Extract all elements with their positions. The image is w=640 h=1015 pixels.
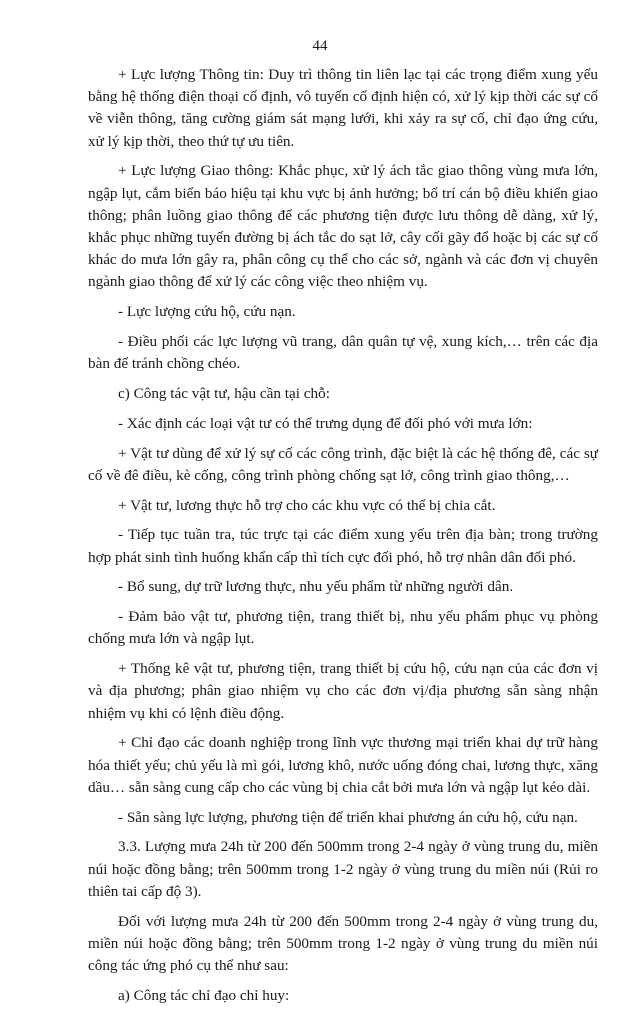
paragraph: - Lực lượng cứu hộ, cứu nạn. [118,303,296,321]
paragraph: - Sẵn sàng lực lượng, phương tiện để triển khai phương án cứu hộ, cứu nạn. [118,808,578,826]
paragraph: - Điều phối các lực lượng vũ trang, dân quân tự vệ, xung kích,… trên các địa bàn để tránh chồng chéo. [88,333,598,373]
document-body [88,64,598,1015]
paragraph: Đối với lượng mưa 24h từ 200 đến 500mm trong 2-4 ngày ở vùng trung du, miền núi hoặc đồng bằng; trên 500mm trong 1-2 ngày ở vùng trung du miền núi công tác ứng phó cụ thể như sau: [88,912,598,975]
paragraph: - Đảm bảo vật tư, phương tiện, trang thiết bị, nhu yếu phẩm phục vụ phòng chống mưa lớn và ngập lụt. [88,608,598,648]
paragraph: - Bổ sung, dự trữ lương thực, nhu yếu phẩm từ những người dân. [118,578,514,596]
paragraph: + Thống kê vật tư, phương tiện, trang thiết bị cứu hộ, cứu nạn của các đơn vị và địa phương; phân giao nhiệm vụ cho các đơn vị/địa phương sẵn sàng nhận nhiệm vụ khi có lệnh điều động. [88,660,598,722]
paragraph: - Xác định các loại vật tư có thể trưng dụng để đối phó với mưa lớn: [118,414,533,432]
paragraph: 3.3. Lượng mưa 24h từ 200 đến 500mm trong 2-4 ngày ở vùng trung du, miền núi hoặc đồng bằng; trên 500mm trong 1-2 ngày ở vùng trung du miền núi (Rủi ro thiên tai cấp độ 3). [88,838,598,900]
paragraph: a) Công tác chỉ đạo chỉ huy: [118,986,290,1004]
paragraph: + Vật tư dùng để xử lý sự cố các công trình, đặc biệt là các hệ thống đê, các sự cố về đê điều, kè cống, công trình phòng chống sạt lở, công trình giao thông,… [88,444,598,484]
page-number: 44 [312,38,328,54]
paragraph: c) Công tác vật tư, hậu cần tại chỗ: [118,385,330,403]
paragraph: + Lực lượng Thông tin: Duy trì thông tin liên lạc tại các trọng điểm xung yếu bằng hệ thống điện thoại cố định, vô tuyến cố định hiện có, xử lý kịp thời các sự cố về viễn thông, tăng cường giám sát mạng lưới, khi xảy ra sự cố, chỉ đạo ứng cứu, xử lý kịp thời, theo thứ tự ưu tiên. [88,66,598,150]
paragraph: + Chỉ đạo các doanh nghiệp trong lĩnh vực thương mại triển khai dự trữ hàng hóa thiết yếu; chủ yếu là mì gói, lương khô, nước uống đóng chai, lương thực, xăng dầu… sẵn sàng cung cấp cho các vùng bị chia cắt bởi mưa lớn và ngập lụt kéo dài. [88,734,598,796]
paragraph: + Vật tư, lương thực hỗ trợ cho các khu vực có thể bị chia cắt. [118,496,496,514]
paragraph: + Lực lượng Giao thông: Khắc phục, xử lý ách tắc giao thông vùng mưa lớn, ngập lụt, cắm biển báo hiệu tại khu vực bị ảnh hưởng; bố trí cán bộ điều khiển giao thông; phân luồng giao thông để các phương tiện được lưu thông dễ dàng, xử lý, khắc phục những tuyến đường bị ách tắc do sạt lở, cây cối gãy đổ hoặc bị các sự cố khác do mưa lớn gây ra, phân công cụ thể cho các sở, ngành và các đơn vị chuyên ngành giao thông để xử lý các công việc theo nhiệm vụ. [88,162,598,291]
paragraph: - Tiếp tục tuần tra, túc trực tại các điểm xung yếu trên địa bàn; trong trường hợp phát sinh tình huống khẩn cấp thì tích cực đối phó, hỗ trợ nhân dân đối phó. [88,526,598,566]
